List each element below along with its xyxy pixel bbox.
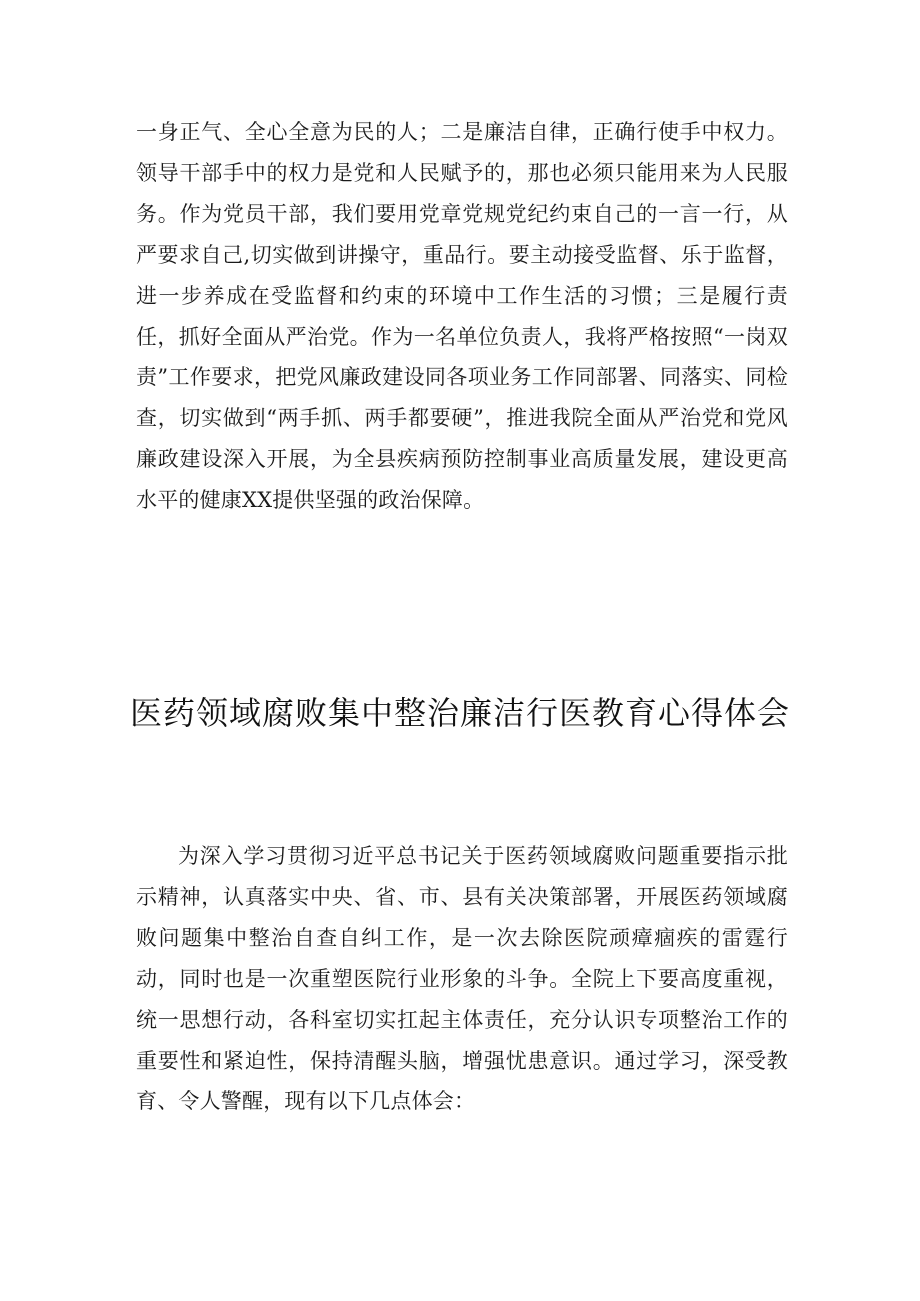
continued-paragraph: 一身正气、全心全意为民的人；二是廉洁自律，正确行使手中权力。领导干部手中的权力是党和人民赋予的，那也必须只能用来为人民服务。作为党员干部，我们要用党章党规党纪约束自己的一言一行，从严要求自己,切实做到讲操守，重品行。要主动接受监督、乐于监督，进一步养成在受监督和约束的环境中工作生活的习惯；三是履行责任，抓好全面从严治党。作为一名单位负责人，我将严格按照“一岗双责”工作要求，把党风廉政建设同各项业务工作同部署、同落实、同检查，切实做到“两手抓、两手都要硬”，推进我院全面从严治党和党风廉政建设深入开展，为全县疾病预防控制事业高质量发展，建设更高水平的健康XX提供坚强的政治保障。: [136, 120, 788, 513]
intro-paragraph: 为深入学习贯彻习近平总书记关于医药领域腐败问题重要指示批示精神，认真落实中央、省、市、县有关决策部署，开展医药领域腐败问题集中整治自查自纠工作，是一次去除医院顽瘴痼疾的雷霆行动，同时也是一次重塑医院行业形象的斗争。全院上下要高度重视，统一思想行动，各科室切实扛起主体责任，充分认识专项整治工作的重要性和紧迫性，保持清醒头脑，增强忧患意识。通过学习，深受教育、令人警醒，现有以下几点体会：: [136, 844, 788, 1114]
document-title: 医药领域腐败集中整治廉洁行医教育心得体会: [129, 694, 790, 732]
